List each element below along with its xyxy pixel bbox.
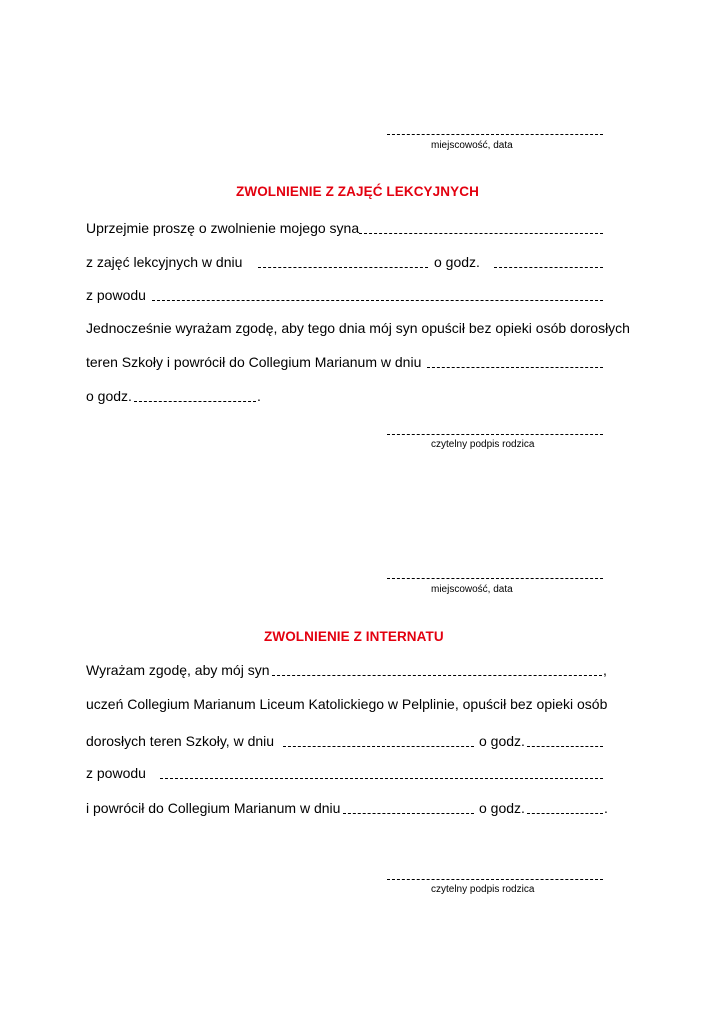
reason-label: z powodu	[86, 287, 146, 303]
time-label-2: o godz.	[479, 733, 525, 749]
title-class-release: ZWOLNIENIE Z ZAJĘĆ LEKCYJNYCH	[236, 184, 479, 199]
return-time-label-2: o godz.	[479, 800, 525, 816]
signature-line-2	[387, 879, 603, 880]
reason-field-2[interactable]	[160, 778, 603, 779]
time-label: o godz.	[434, 254, 480, 270]
son-name-label-2: Wyrażam zgodę, aby mój syn	[86, 662, 270, 678]
return-time-label: o godz.	[86, 388, 132, 404]
date-label-2: dorosłych teren Szkoły, w dniu	[86, 733, 275, 749]
son-name-field-2[interactable]	[272, 675, 602, 676]
signature-caption: czytelny podpis rodzica	[431, 439, 535, 450]
return-date-field-2[interactable]	[343, 813, 474, 814]
reason-label-2: z powodu	[86, 765, 146, 781]
date-label: z zajęć lekcyjnych w dniu	[86, 254, 243, 270]
return-time-field-2[interactable]	[527, 813, 603, 814]
comma: ,	[603, 662, 607, 678]
return-date-label: teren Szkoły i powrócił do Collegium Marianum w dniu	[86, 354, 422, 370]
title-dormitory-release: ZWOLNIENIE Z INTERNATU	[264, 629, 444, 644]
sentence-end: .	[257, 388, 261, 404]
return-time-field[interactable]	[134, 401, 256, 402]
son-name-field[interactable]	[359, 233, 603, 234]
return-date-label-2: i powrócił do Collegium Marianum w dniu	[86, 800, 341, 816]
date-field-2[interactable]	[283, 746, 474, 747]
signature-caption-2: czytelny podpis rodzica	[431, 884, 535, 895]
time-field-2[interactable]	[527, 746, 603, 747]
time-field[interactable]	[494, 267, 603, 268]
son-name-label: Uprzejmie proszę o zwolnienie mojego syna	[86, 220, 360, 236]
place-date-caption: miejscowość, data	[431, 140, 513, 151]
return-date-field[interactable]	[427, 367, 603, 368]
date-field[interactable]	[258, 267, 428, 268]
consent-text: Jednocześnie wyrażam zgodę, aby tego dnia mój syn opuścił bez opieki osób dorosłych	[86, 320, 630, 336]
place-date-line-2	[387, 578, 603, 579]
place-date-caption-2: miejscowość, data	[431, 584, 513, 595]
place-date-line	[387, 134, 603, 135]
reason-field[interactable]	[152, 300, 603, 301]
signature-line	[387, 434, 603, 435]
sentence-end-2: .	[604, 800, 608, 816]
student-text: uczeń Collegium Marianum Liceum Katolickiego w Pelplinie, opuścił bez opieki osób	[86, 696, 608, 712]
